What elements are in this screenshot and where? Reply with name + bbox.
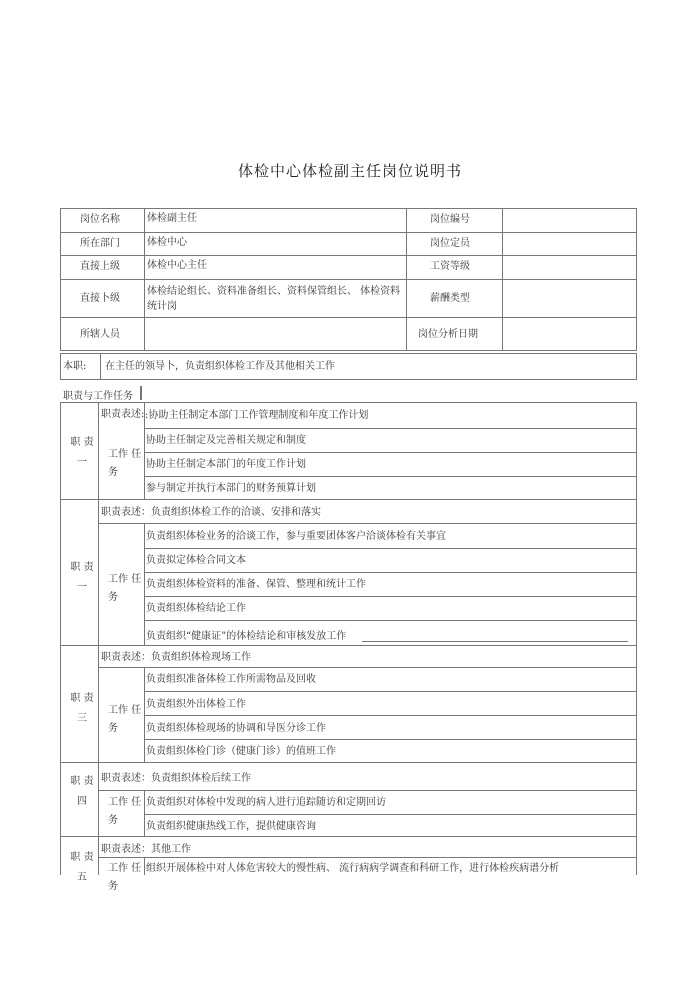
duty-2-line xyxy=(144,572,636,573)
duty-5-desc-line xyxy=(98,857,636,858)
duty-2-task: 负责拟定体检合同文本 xyxy=(146,555,246,566)
duty-2-desc: 职责表述：负责组织体检工作的洽谈、安排和落实 xyxy=(101,507,321,518)
direct-subordinate-value: 体检结论组长、资料准备组长、资料保管组长、 体检资料统计岗 xyxy=(147,286,401,312)
direct-subordinate-label: 直接卜级 xyxy=(80,293,120,304)
mission-label: 本职: xyxy=(63,361,87,372)
duty-1-desc-label: 职责表述: xyxy=(101,409,145,420)
duty-2-task-col xyxy=(144,523,145,645)
duty-3-task: 负责组织外出体检工作 xyxy=(146,699,246,710)
duties-heading: 职责与工作任务 xyxy=(63,391,133,402)
duty-1-line xyxy=(144,476,636,477)
duty-2-line xyxy=(144,596,636,597)
duty-3-line xyxy=(144,691,636,692)
analysis-date-label: 岗位分析日期 xyxy=(418,329,478,340)
position-name-value: 体检副主任 xyxy=(147,213,197,224)
duty-1-name: 职 责 一 xyxy=(70,437,94,468)
duty-5-task: 组织开展体检中对人体危害较大的慢性病、 流行病病学调查和科研工作，进行体检疾病谱分析 xyxy=(146,863,560,874)
mission-text: 在主任的领导卜，负责组织体检工作及其他相关工作 xyxy=(105,361,335,372)
duties-name-col-line xyxy=(98,402,99,875)
mission-divider xyxy=(100,353,101,380)
duty-2-task: 负责组织体检资料的准备、保管、整理和统计工作 xyxy=(146,579,366,590)
duty-3-line xyxy=(144,715,636,716)
duty-separator xyxy=(60,836,637,837)
info-col-divider xyxy=(406,208,407,351)
duty-1-task: 参与制定并执行本部门的财务预算计划 xyxy=(146,483,316,494)
duty-1-line xyxy=(144,452,636,453)
duty-separator xyxy=(60,645,637,646)
department-value: 体检中心 xyxy=(147,237,187,248)
direct-superior-value: 体检中心主任 xyxy=(147,260,207,271)
duty-2-task: 负责组织体检结论工作 xyxy=(146,603,246,614)
pay-type-label: 薪酬类型 xyxy=(430,293,470,304)
info-row-divider xyxy=(60,232,637,233)
direct-superior-label: 直接上级 xyxy=(80,261,120,272)
info-row-divider xyxy=(60,317,637,318)
duty-2-line xyxy=(144,620,636,621)
duties-right-line xyxy=(636,402,637,875)
duty-1-task: 协助主任制定本部门的年度工作计划 xyxy=(146,459,306,470)
duty-2-line xyxy=(144,548,636,549)
duty-4-task-col xyxy=(144,790,145,836)
duties-top-line xyxy=(60,402,637,403)
duty-4-desc-line xyxy=(98,790,636,791)
duty-2-name: 职 责 一 xyxy=(70,562,94,593)
duty-3-task: 负责组织体检门诊（健康门诊）的值班工作 xyxy=(146,746,336,757)
duty-4-task-label: 工作 任务 xyxy=(108,797,142,826)
duty-4-task: 负责组织对体检中发现的病人进行追踪随访和定期回访 xyxy=(146,797,386,808)
duty-3-line xyxy=(144,739,636,740)
position-code-label: 岗位编号 xyxy=(430,214,470,225)
duty-2-task-label: 工作 任务 xyxy=(108,574,142,603)
position-name-label: 岗位名称 xyxy=(80,214,120,225)
duty-1-line xyxy=(144,428,636,429)
duty-5-desc: 职责表述：其他工作 xyxy=(101,844,191,855)
info-row-divider xyxy=(60,255,637,256)
duty-1-task: :协助主任制定本部门工作管理制度和年度工作计划 xyxy=(145,410,369,421)
duty-4-task: 负责组织健康热线工作，提供健康咨询 xyxy=(146,821,316,832)
info-col-divider xyxy=(502,208,503,351)
duty-2-task: 负责组织“健康证”的体检结论和审核发放工作 xyxy=(146,631,347,642)
department-label: 所在部门 xyxy=(80,238,120,249)
duty-3-name: 职 责 三 xyxy=(70,693,94,724)
heading-marker xyxy=(140,386,142,400)
duty-2-desc-line xyxy=(98,523,636,524)
duty-5-task-col xyxy=(144,857,145,875)
duties-left-line xyxy=(60,402,61,875)
duty-3-desc-line xyxy=(98,667,636,668)
duty-1-task: 协助主任制定及完善相关规定和制度 xyxy=(146,435,306,446)
salary-grade-label: 工资等级 xyxy=(430,261,470,272)
headcount-label: 岗位定员 xyxy=(430,238,470,249)
document-title: 体检中心体检副主任岗位说明书 xyxy=(237,162,462,180)
duty-3-task: 负责组织准备体检工作所需物品及回收 xyxy=(146,674,316,685)
duty-separator xyxy=(60,499,637,500)
duty-3-task-label: 工作 任务 xyxy=(108,705,142,734)
info-row-divider xyxy=(60,279,637,280)
duty-4-line xyxy=(144,814,636,815)
duty-4-name: 职 责 四 xyxy=(70,776,94,807)
duty-1-task-label: 工作 任务 xyxy=(108,449,142,478)
info-col-divider xyxy=(144,208,145,351)
duty-5-name: 职 责 五 xyxy=(70,852,94,883)
duty-4-desc: 职责表述：负责组织体检后续工作 xyxy=(101,773,251,784)
duty-5-task-label: 工作 任务 xyxy=(108,863,142,892)
duty-2-task: 负责组织体检业务的洽谈工作，参与重要团体客户洽谈体检有关事宜 xyxy=(146,531,446,542)
staff-label: 所辖人员 xyxy=(80,329,120,340)
duty-3-desc: 职责表述：负责组织体检现场工作 xyxy=(101,652,251,663)
duty-2-underline xyxy=(362,641,628,642)
duty-separator xyxy=(60,762,637,763)
duty-3-task: 负责组织体检现场的协调和导医分诊工作 xyxy=(146,723,326,734)
